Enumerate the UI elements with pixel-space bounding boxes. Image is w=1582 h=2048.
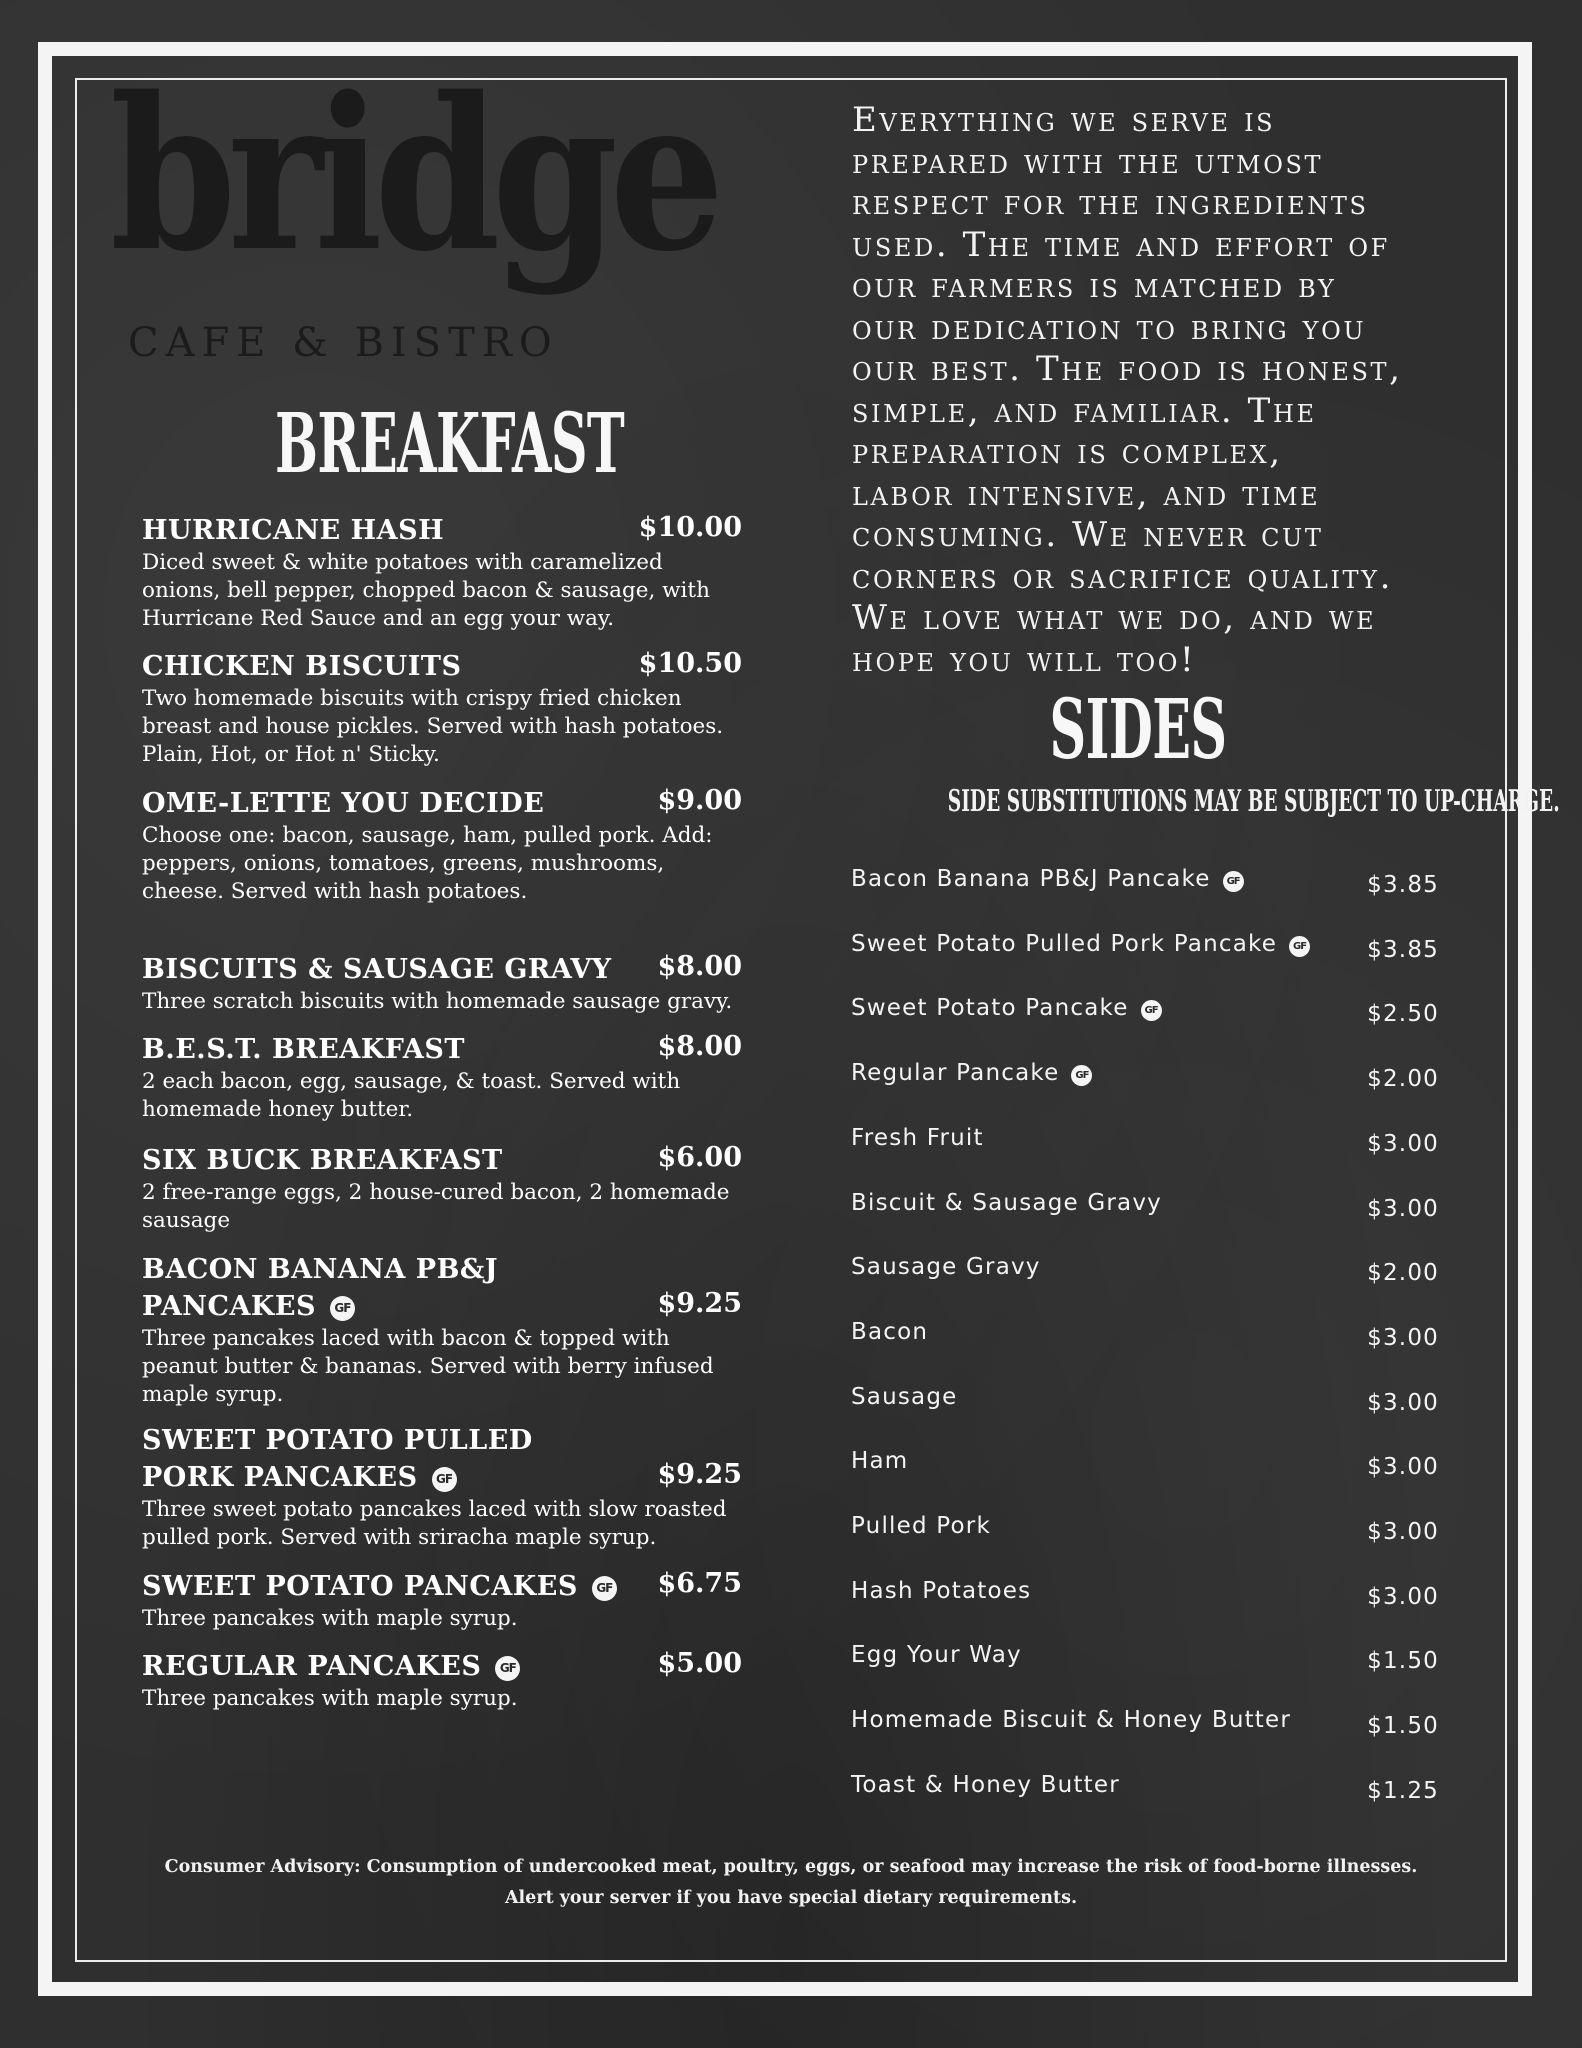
side-item-price: $3.00 xyxy=(1367,1454,1439,1481)
breakfast-item xyxy=(142,951,742,1016)
intro-line: hope you will too! xyxy=(852,639,1197,680)
breakfast-item-price: $8.00 xyxy=(657,951,742,982)
breakfast-item xyxy=(142,1422,742,1552)
side-item-name: Sweet Potato Pulled Pork Pancake GF xyxy=(851,931,1310,957)
intro-line: respect for the ingredients xyxy=(852,183,1369,223)
side-item xyxy=(851,995,1439,1035)
side-item-name: Hash Potatoes xyxy=(851,1577,1032,1604)
sides-substitution-note: SIDE SUBSTITUTIONS MAY BE SUBJECT TO UP-CHARGE. xyxy=(947,784,1560,819)
side-item xyxy=(851,1578,1439,1618)
breakfast-item-description: 2 free-range eggs, 2 house-cured bacon, 2 homemade sausage xyxy=(142,1180,730,1233)
breakfast-item-price: $5.00 xyxy=(657,1648,742,1679)
sides-heading: SIDES xyxy=(1049,682,1227,778)
side-item-price: $2.00 xyxy=(1367,1066,1439,1093)
intro-line: our dedication to bring you xyxy=(852,307,1367,348)
side-item-name: Bacon Banana PB&J Pancake GF xyxy=(851,866,1244,892)
breakfast-item-price: $6.75 xyxy=(657,1568,742,1599)
breakfast-item-name: OME-LETTE YOU DECIDE xyxy=(142,788,545,819)
breakfast-item-name: B.E.S.T. BREAKFAST xyxy=(142,1034,465,1065)
side-item-name: Bacon xyxy=(851,1318,929,1345)
intro-line: our best. The food is honest, xyxy=(852,349,1403,389)
breakfast-item xyxy=(142,1031,742,1124)
breakfast-item-description: Two homemade biscuits with crispy fried chicken breast and house pickles. Served with hash potatoes. Plain, Hot, or Hot n' Sticky. xyxy=(142,686,724,767)
breakfast-item-description: Three sweet potato pancakes laced with slow roasted pulled pork. Served with sriracha maple syrup. xyxy=(142,1497,727,1550)
gluten-free-icon: GF xyxy=(432,1467,457,1492)
side-item-price: $2.50 xyxy=(1367,1001,1439,1028)
side-item xyxy=(851,1060,1439,1100)
side-item-price: $3.00 xyxy=(1367,1519,1439,1545)
breakfast-item-description: Three pancakes laced with bacon & topped with peanut butter & bananas. Served with berry infused maple syrup. xyxy=(142,1326,714,1407)
breakfast-item-price: $10.00 xyxy=(638,512,742,543)
breakfast-item-description: Three pancakes with maple syrup. xyxy=(142,1686,518,1711)
side-item-price: $3.00 xyxy=(1367,1583,1439,1610)
gluten-free-icon: GF xyxy=(592,1576,617,1601)
side-item-price: $1.25 xyxy=(1367,1777,1439,1804)
side-item xyxy=(851,1513,1439,1553)
breakfast-item-name: SWEET POTATO PULLED PORK PANCAKES GF xyxy=(142,1425,533,1493)
logo-wordmark: bridge xyxy=(110,51,716,298)
breakfast-item-name: BISCUITS & SAUSAGE GRAVY xyxy=(142,954,612,985)
breakfast-item-price: $9.25 xyxy=(657,1288,742,1319)
breakfast-item xyxy=(142,648,742,769)
side-item-name: Pulled Pork xyxy=(851,1513,991,1539)
side-item-name: Fresh Fruit xyxy=(851,1124,984,1151)
logo-subtitle: CAFE & BISTRO xyxy=(128,320,559,366)
intro-line: consuming. We never cut xyxy=(852,515,1324,555)
breakfast-item xyxy=(142,785,742,906)
breakfast-item xyxy=(142,1142,742,1235)
side-item-name: Sausage Gravy xyxy=(851,1254,1041,1281)
gluten-free-icon: GF xyxy=(495,1656,520,1681)
side-item xyxy=(851,1125,1439,1165)
breakfast-item-price: $9.25 xyxy=(657,1459,742,1490)
breakfast-item xyxy=(142,512,742,633)
intro-line: simple, and familiar. The xyxy=(852,390,1317,431)
side-item xyxy=(851,1707,1439,1747)
consumer-advisory xyxy=(100,1852,1482,1914)
intro-line: Everything we serve is xyxy=(852,100,1276,140)
intro-line: corners or sacrifice quality. xyxy=(852,556,1393,597)
breakfast-item-name: BACON BANANA PB&J PANCAKES GF xyxy=(142,1254,499,1322)
breakfast-item xyxy=(142,1568,742,1633)
side-item xyxy=(851,931,1439,971)
breakfast-item xyxy=(142,1251,742,1409)
restaurant-philosophy xyxy=(852,100,1472,681)
side-item xyxy=(851,1190,1439,1230)
gluten-free-icon: GF xyxy=(1071,1065,1092,1086)
breakfast-item-description: Three pancakes with maple syrup. xyxy=(142,1606,518,1631)
intro-line: preparation is complex, xyxy=(852,432,1283,472)
side-item-name: Biscuit & Sausage Gravy xyxy=(851,1189,1162,1216)
breakfast-item-description: Choose one: bacon, sausage, ham, pulled pork. Add: peppers, onions, tomatoes, greens, mushrooms, cheese. Served with hash potatoes. xyxy=(142,823,713,904)
advisory-line: Alert your server if you have special dietary requirements. xyxy=(504,1888,1078,1908)
breakfast-item-description: Diced sweet & white potatoes with caramelized onions, bell pepper, chopped bacon & sausage, with Hurricane Red Sauce and an egg your way. xyxy=(142,550,710,631)
side-item-name: Toast & Honey Butter xyxy=(851,1771,1120,1798)
breakfast-item-price: $8.00 xyxy=(657,1031,742,1062)
side-item-name: Ham xyxy=(851,1448,909,1475)
side-item-price: $3.00 xyxy=(1367,1324,1439,1351)
breakfast-item-price: $10.50 xyxy=(638,648,742,679)
side-item-price: $3.85 xyxy=(1367,872,1439,898)
side-item xyxy=(851,1642,1439,1682)
advisory-line: Consumer Advisory: Consumption of undercooked meat, poultry, eggs, or seafood may increase the risk of food-borne illnesses. xyxy=(164,1857,1418,1877)
side-item-price: $3.85 xyxy=(1367,936,1439,963)
side-item-price: $3.00 xyxy=(1367,1130,1439,1157)
breakfast-item-name: REGULAR PANCAKES GF xyxy=(142,1648,742,1685)
side-item-price: $2.00 xyxy=(1367,1260,1439,1287)
gluten-free-icon: GF xyxy=(1289,936,1310,957)
side-item xyxy=(851,1772,1439,1812)
side-item-name: Sausage xyxy=(851,1383,958,1410)
side-item-price: $1.50 xyxy=(1367,1713,1439,1740)
breakfast-item-price: $9.00 xyxy=(657,785,742,816)
side-item-name: Sweet Potato Pancake GF xyxy=(851,995,1162,1021)
breakfast-item-name: SIX BUCK BREAKFAST xyxy=(142,1145,503,1176)
breakfast-heading: BREAKFAST xyxy=(275,396,625,492)
side-item xyxy=(851,1384,1439,1424)
intro-line: our farmers is matched by xyxy=(852,266,1337,306)
breakfast-item-name: SWEET POTATO PANCAKES GF xyxy=(142,1568,742,1605)
side-item-price: $3.00 xyxy=(1367,1195,1439,1222)
intro-line: prepared with the utmost xyxy=(852,141,1324,182)
intro-line: used. The time and effort of xyxy=(852,224,1390,265)
breakfast-item xyxy=(142,1648,742,1713)
bridge-logo xyxy=(110,51,750,378)
gluten-free-icon: GF xyxy=(1223,871,1244,892)
gluten-free-icon: GF xyxy=(1141,1000,1162,1021)
gluten-free-icon: GF xyxy=(330,1296,355,1321)
side-item-name: Regular Pancake GF xyxy=(851,1060,1092,1086)
intro-line: labor intensive, and time xyxy=(852,473,1321,514)
intro-line: We love what we do, and we xyxy=(852,598,1377,638)
breakfast-item-description: 2 each bacon, egg, sausage, & toast. Served with homemade honey butter. xyxy=(142,1069,681,1122)
side-item-name: Homemade Biscuit & Honey Butter xyxy=(851,1707,1292,1734)
side-item-price: $1.50 xyxy=(1367,1648,1439,1675)
side-item-name: Egg Your Way xyxy=(851,1642,1022,1669)
breakfast-item-description: Three scratch biscuits with homemade sausage gravy. xyxy=(142,989,733,1014)
side-item xyxy=(851,1448,1439,1488)
breakfast-item-price: $6.00 xyxy=(657,1142,742,1173)
side-item xyxy=(851,1319,1439,1359)
breakfast-item-name: CHICKEN BISCUITS xyxy=(142,651,462,682)
side-item xyxy=(851,1254,1439,1294)
side-item xyxy=(851,866,1439,906)
side-item-price: $3.00 xyxy=(1367,1389,1439,1416)
breakfast-item-name: HURRICANE HASH xyxy=(142,515,445,546)
